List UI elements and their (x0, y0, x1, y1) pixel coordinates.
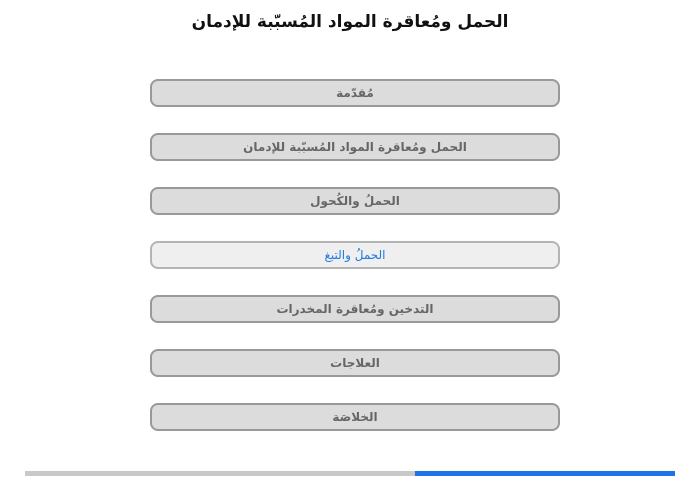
progress-bar (25, 471, 675, 476)
chapter-menu (150, 79, 560, 457)
menu-item-summary[interactable]: الخلاصَة (150, 403, 560, 431)
menu-item-pregnancy-substance-abuse[interactable]: الحمل ومُعاقرة المواد المُسبّبة للإدمان (150, 133, 560, 161)
menu-item-smoking-drugs[interactable]: التدخين ومُعاقرة المخدرات (150, 295, 560, 323)
progress-bar-fill (415, 471, 675, 476)
menu-item-pregnancy-tobacco[interactable]: الحملُ والتبغ (150, 241, 560, 269)
menu-item-treatments[interactable]: العلاجات (150, 349, 560, 377)
menu-item-introduction[interactable]: مُقدّمة (150, 79, 560, 107)
page-title: الحمل ومُعاقرة المواد المُسبّبة للإدمان (191, 12, 509, 32)
menu-item-pregnancy-alcohol[interactable]: الحملُ والكُحول (150, 187, 560, 215)
